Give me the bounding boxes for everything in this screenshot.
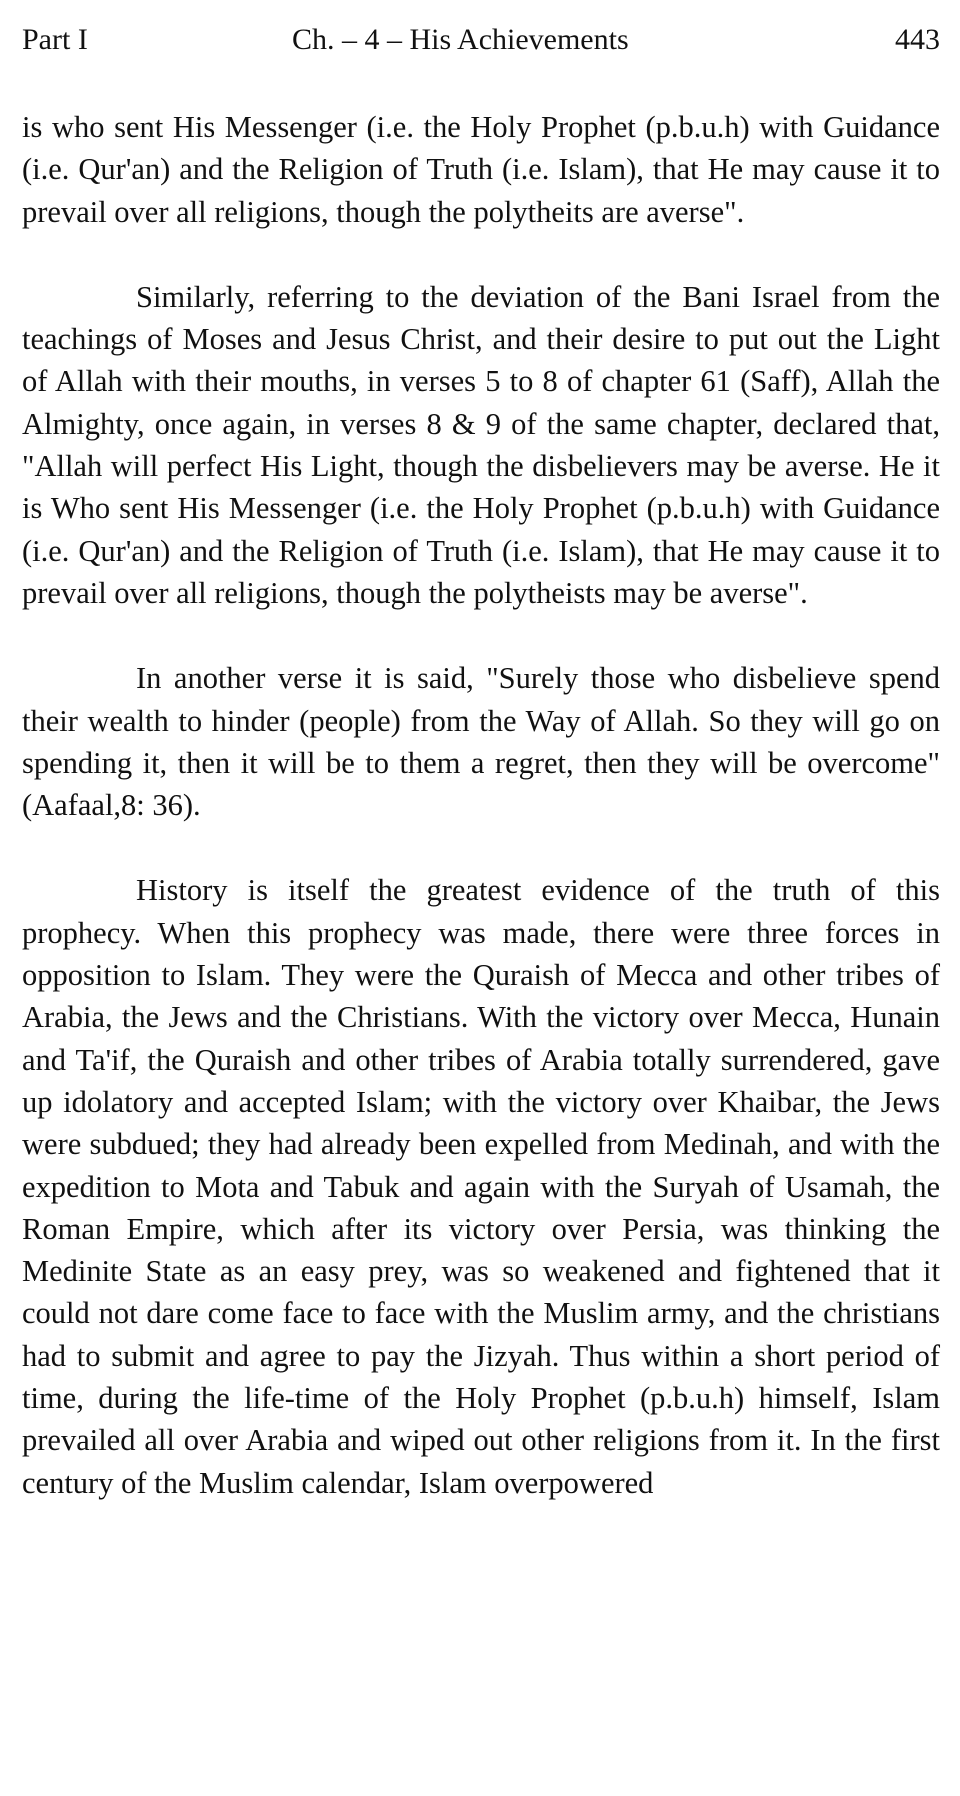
running-header [22,18,940,62]
paragraph-continuation: is who sent His Messenger (i.e. the Holy Prophet (p.b.u.h) with Guidance (i.e. Qur'an) and the Religion of Truth (i.e. Islam), that He may cause it to prevail over all religions, though the polytheits are averse". [22,110,940,229]
book-page [22,18,940,1504]
paragraph-another-verse: In another verse it is said, "Surely those who disbelieve spend their wealth to hinder (people) from the Way of Allah. So they will go on spending it, then it will be to them a regret, then they will be overcome" (Aafaal,8: 36). [22,661,940,823]
paragraph-history: History is itself the greatest evidence of the truth of this prophecy. When this prophecy was made, there were three forces in opposition to Islam. They were the Quraish of Mecca and other tribes of Arabia, the Jews and the Christians. With the victory over Mecca, Hunain and Ta'if, the Quraish and other tribes of Arabia totally surrendered, gave up idolatory and accepted Islam; with the victory over Khaibar, the Jews were subdued; they had already been expelled from Medinah, and with the expedition to Mota and Tabuk and again with the Suryah of Usamah, the Roman Empire, which after its victory over Persia, was thinking the Medinite State as an easy prey, was so weakened and fightened that it could not dare come face to face with the Muslim army, and the christians had to submit and agree to pay the Jizyah. Thus within a short period of time, during the life-time of the Holy Prophet (p.b.u.h) himself, Islam prevailed all over Arabia and wiped out other religions from it. In the first century of the Muslim calendar, Islam overpowered [22,873,940,1500]
part-label: Part I [22,23,88,56]
paragraph-bani-israel: Similarly, referring to the deviation of the Bani Israel from the teachings of Moses and Jesus Christ, and their desire to put out the Light of Allah with their mouths, in verses 5 to 8 of chapter 61 (Saff), Allah the Almighty, once again, in verses 8 & 9 of the same chapter, declared that, "Allah will perfect His Light, though the disbelievers may be averse. He it is Who sent His Messenger (i.e. the Holy Prophet (p.b.u.h) with Guidance (i.e. Qur'an) and the Religion of Truth (i.e. Islam), that He may cause it to prevail over all religions, though the polytheists may be averse". [22,279,940,610]
chapter-title: Ch. – 4 – His Achievements [292,23,629,56]
page-number: 443 [895,23,940,56]
body-text [22,106,940,1504]
